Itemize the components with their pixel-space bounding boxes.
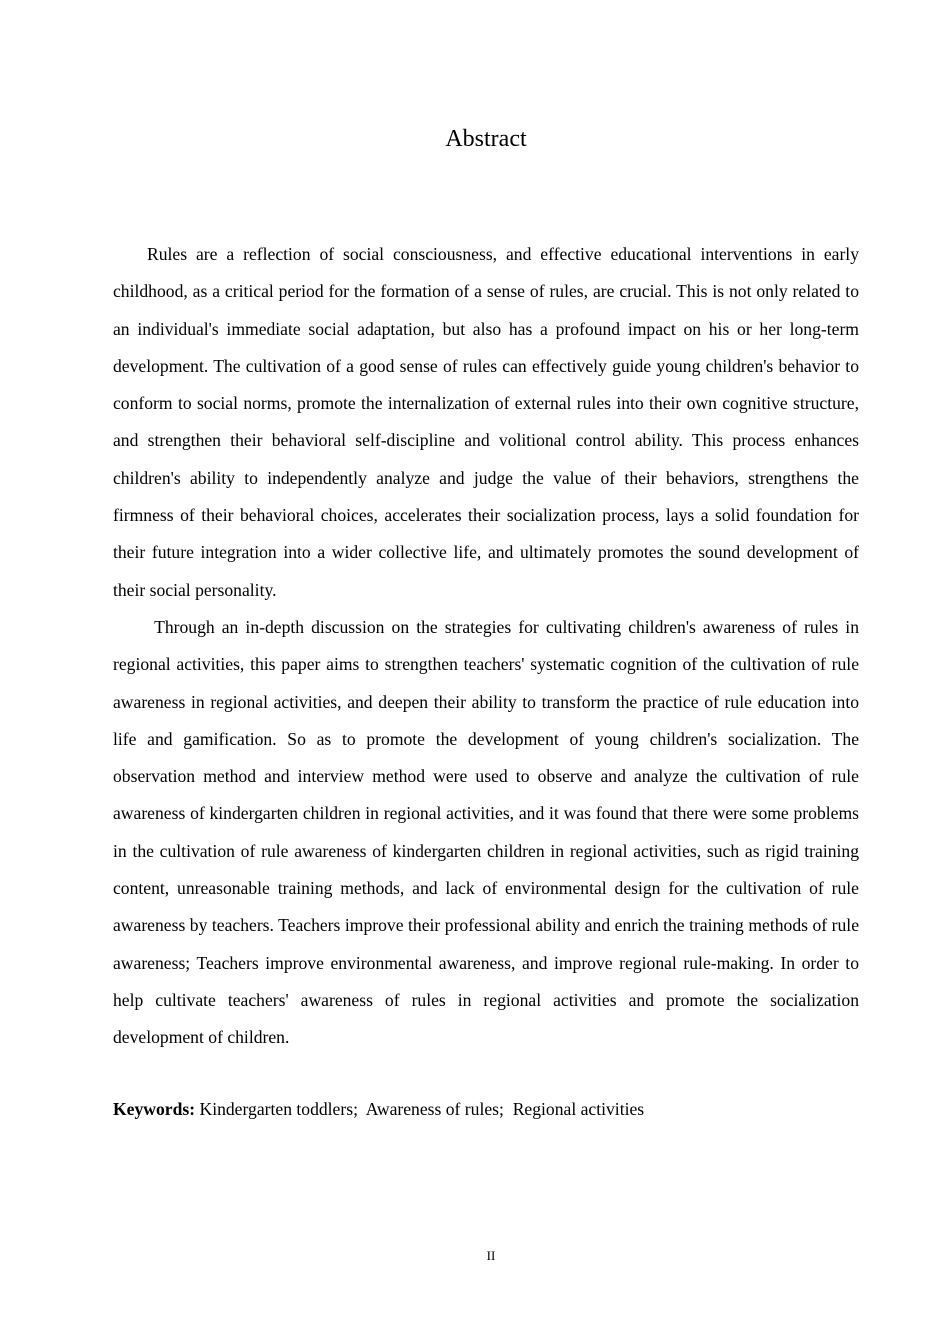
keywords-label: Keywords: (113, 1099, 196, 1119)
abstract-paragraph-1: Rules are a reflection of social consciousness, and effective educational interventions in early childhood, as a critical period for the formation of a sense of rules, are crucial. This is not only related to an individual's immediate social adaptation, but also has a profound impact on his or her long-term development. The cultivation of a good sense of rules can effectively guide young children's behavior to conform to social norms, promote the internalization of external rules into their own cognitive structure, and strengthen their behavioral self-discipline and volitional control ability. This process enhances children's ability to independently analyze and judge the value of their behaviors, strengthens the firmness of their behavioral choices, accelerates their socialization process, lays a solid foundation for their future integration into a wider collective life, and ultimately promotes the sound development of their social personality. (113, 244, 859, 600)
keywords-line (113, 1095, 859, 1123)
keywords-text: Kindergarten toddlers; Awareness of rules; Regional activities (195, 1099, 645, 1119)
abstract-paragraph-2: Through an in-depth discussion on the strategies for cultivating children's awareness of rules in regional activities, this paper aims to strengthen teachers' systematic cognition of the cultivation of rule awareness in regional activities, and deepen their ability to transform the practice of rule education into life and gamification. So as to promote the development of young children's socialization. The observation method and interview method were used to observe and analyze the cultivation of rule awareness of kindergarten children in regional activities, and it was found that there were some problems in the cultivation of rule awareness of kindergarten children in regional activities, such as rigid training content, unreasonable training methods, and lack of environmental design for the cultivation of rule awareness by teachers. Teachers improve their professional ability and enrich the training methods of rule awareness; Teachers improve environmental awareness, and improve regional rule-making. In order to help cultivate teachers' awareness of rules in regional activities and promote the socialization development of children. (113, 616, 864, 1048)
abstract-body (113, 236, 864, 1057)
abstract-title: Abstract (445, 126, 527, 152)
page-number: II (486, 1248, 496, 1263)
